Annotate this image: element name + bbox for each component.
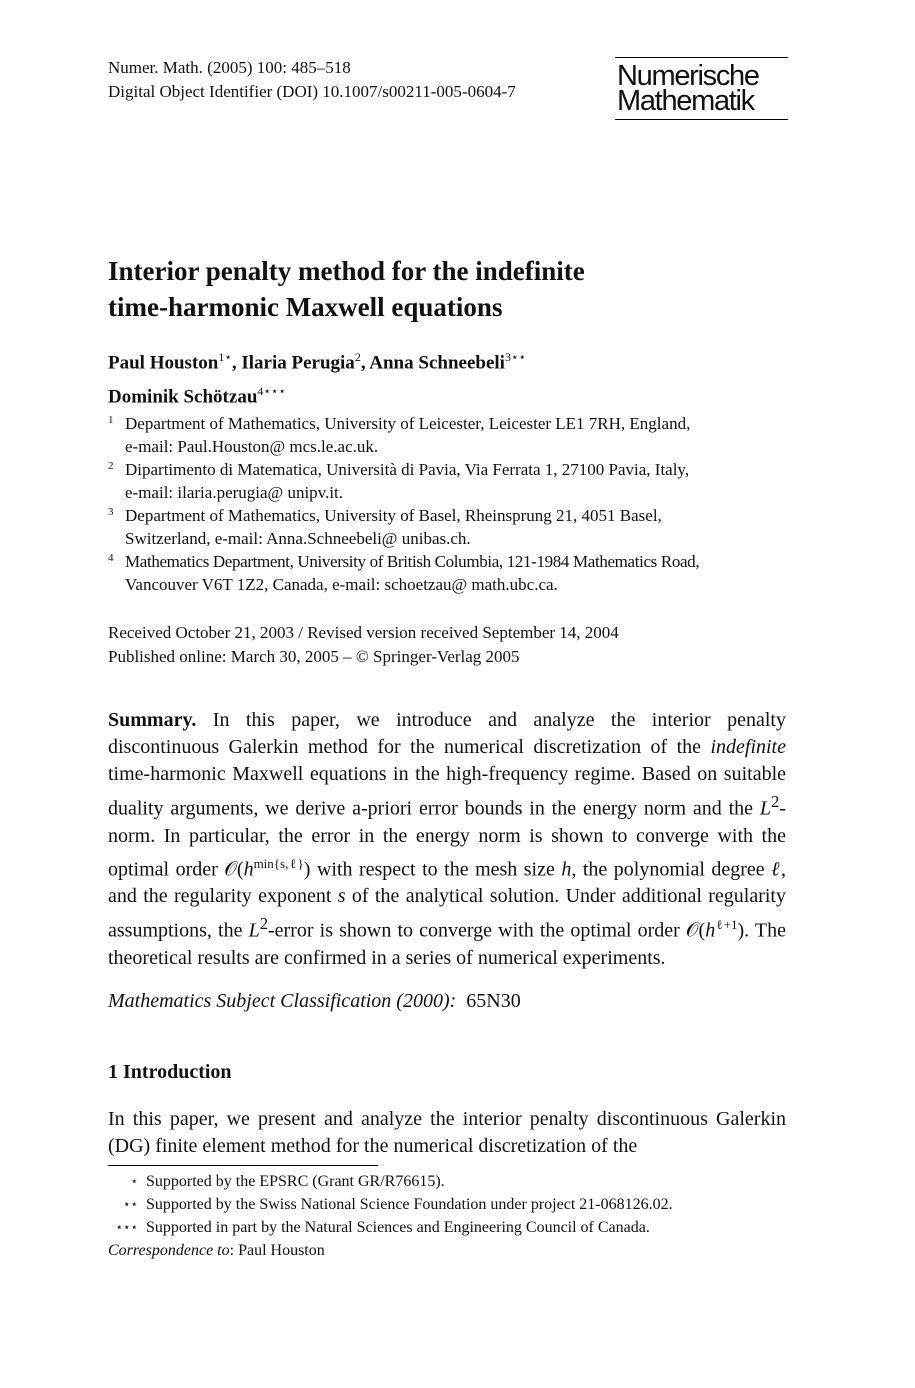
summary-text: In this paper, we introduce and analyze the interior penalty discontinuous Galerkin method for the numerical discretization of the xyxy=(108,709,786,758)
msc-code: 65N30 xyxy=(466,990,521,1012)
affiliation xyxy=(108,412,788,458)
affiliation-number: 2 xyxy=(108,460,114,472)
footnote-text: Supported by the EPSRC (Grant GR/R76615). xyxy=(146,1173,445,1190)
citation: Numer. Math. (2005) 100: 485–518 xyxy=(108,58,351,77)
summary-emphasis: indefinite xyxy=(710,736,786,758)
author-name: Dominik Schötzau xyxy=(108,386,258,408)
math-symbol: s xyxy=(337,885,346,908)
summary-paragraph xyxy=(108,707,786,972)
footnote xyxy=(108,1193,808,1216)
journal-logo xyxy=(615,57,788,120)
author-separator: , xyxy=(360,352,370,374)
summary-label: Summary. xyxy=(108,709,197,731)
summary-text: -norm. In particular, the error in the energy norm is shown to converge with the optimal order xyxy=(108,797,786,881)
author-mark: 3⋆⋆ xyxy=(504,350,526,364)
affiliation-email: e-mail: ilaria.perugia@ unipv.it. xyxy=(125,483,344,502)
affiliation-email: e-mail: Paul.Houston@ mcs.le.ac.uk. xyxy=(125,437,379,456)
journal-logo-line2: Mathematik xyxy=(617,85,754,117)
math-symbol: 𝒪 xyxy=(224,858,237,881)
doi: Digital Object Identifier (DOI) 10.1007/s00211-005-0604-7 xyxy=(108,82,516,101)
math-symbol: ℓ xyxy=(771,858,781,881)
affiliations xyxy=(108,412,788,596)
summary-text: of the analytical solution. Under additional regularity assumptions, the xyxy=(108,885,786,942)
subject-classification xyxy=(108,988,521,1015)
journal-header xyxy=(108,56,516,104)
math-symbol: L xyxy=(759,797,771,820)
footnote-mark: ⋆⋆ xyxy=(122,1197,138,1211)
section-heading: 1 Introduction xyxy=(108,1061,232,1083)
paper-title xyxy=(108,253,808,325)
published-date: Published online: March 30, 2005 – © Springer-Verlag 2005 xyxy=(108,647,520,666)
summary-text: , the polynomial degree xyxy=(571,858,772,881)
correspondence-name: Paul Houston xyxy=(234,1242,325,1259)
received-date: Received October 21, 2003 / Revised version received September 14, 2004 xyxy=(108,623,619,642)
math-exponent: ℓ+1 xyxy=(715,917,738,933)
author-name: Anna Schneebeli xyxy=(369,352,505,374)
math-exponent: 2 xyxy=(771,792,780,811)
affiliation-line: Department of Mathematics, University of Basel, Rheinsprung 21, 4051 Basel, xyxy=(125,506,662,525)
summary-text: time-harmonic Maxwell equations in the high-frequency regime. Based on suitable duality arguments, we derive a-priori error bounds in the energy norm and the xyxy=(108,763,786,820)
journal-logo-line1: Numerische xyxy=(617,60,759,92)
affiliation-number: 1 xyxy=(108,414,114,426)
correspondence xyxy=(108,1239,808,1262)
math-symbol: 𝒪 xyxy=(685,919,699,942)
title-line: Interior penalty method for the indefinite xyxy=(108,256,585,286)
affiliation-number: 3 xyxy=(108,506,114,518)
footnote-mark: ⋆ xyxy=(130,1174,138,1188)
correspondence-colon: : xyxy=(229,1242,235,1259)
footnote-text: Supported in part by the Natural Sciences and Engineering Council of Canada. xyxy=(146,1219,650,1236)
footnote-divider xyxy=(108,1165,378,1166)
math-exponent: 2 xyxy=(259,914,269,934)
footnote-mark: ⋆⋆⋆ xyxy=(115,1220,138,1234)
title-line: time-harmonic Maxwell equations xyxy=(108,292,503,322)
summary-text: , and the regularity exponent xyxy=(108,858,786,908)
author-name: Paul Houston xyxy=(108,352,219,374)
math-symbol: h xyxy=(243,858,254,881)
summary-text: ). The theoretical results are confirmed in a series of numerical experiments. xyxy=(108,919,786,969)
math-symbol: ( xyxy=(236,858,244,881)
intro-paragraph: In this paper, we present and analyze the interior penalty discontinuous Galerkin (DG) finite element method for the numerical discretization of the xyxy=(108,1108,786,1157)
footnote xyxy=(108,1216,808,1239)
summary-text: with respect to the mesh size xyxy=(310,858,562,881)
affiliation-line: Department of Mathematics, University of Leicester, Leicester LE1 7RH, England, xyxy=(125,414,691,433)
summary-text: -error is shown to converge with the optimal order xyxy=(268,919,686,942)
math-symbol: h xyxy=(561,858,572,881)
author-mark: 2 xyxy=(354,350,361,364)
affiliation-email: Vancouver V6T 1Z2, Canada, e-mail: schoetzau@ math.ubc.ca. xyxy=(125,575,558,594)
footnotes xyxy=(108,1170,808,1262)
author-mark: 1⋆ xyxy=(218,350,232,364)
msc-label: Mathematics Subject Classification (2000): xyxy=(108,990,457,1012)
author-list xyxy=(108,343,808,412)
affiliation-line: Dipartimento di Matematica, Università di Pavia, Via Ferrata 1, 27100 Pavia, Italy, xyxy=(125,460,690,479)
math-symbol: L xyxy=(248,919,260,942)
author-name: Ilaria Perugia xyxy=(241,352,355,374)
math-symbol: ( xyxy=(698,919,706,942)
math-symbol: h xyxy=(705,919,716,942)
affiliation xyxy=(108,458,788,504)
affiliation xyxy=(108,550,788,596)
footnote xyxy=(108,1170,808,1193)
affiliation-number: 4 xyxy=(108,552,114,564)
correspondence-label: Correspondence to xyxy=(108,1242,230,1259)
math-exponent: min{s,ℓ} xyxy=(253,855,304,871)
author-separator: , xyxy=(231,352,242,374)
author-mark: 4⋆⋆⋆ xyxy=(257,384,286,399)
affiliation-email: Switzerland, e-mail: Anna.Schneebeli@ unibas.ch. xyxy=(125,529,471,548)
affiliation-line: Mathematics Department, University of British Columbia, 121-1984 Mathematics Road, xyxy=(125,552,700,571)
footnote-text: Supported by the Swiss National Science Foundation under project 21-068126.02. xyxy=(146,1196,673,1213)
affiliation xyxy=(108,504,788,550)
math-symbol: ) xyxy=(303,858,311,881)
publication-dates xyxy=(108,621,788,669)
